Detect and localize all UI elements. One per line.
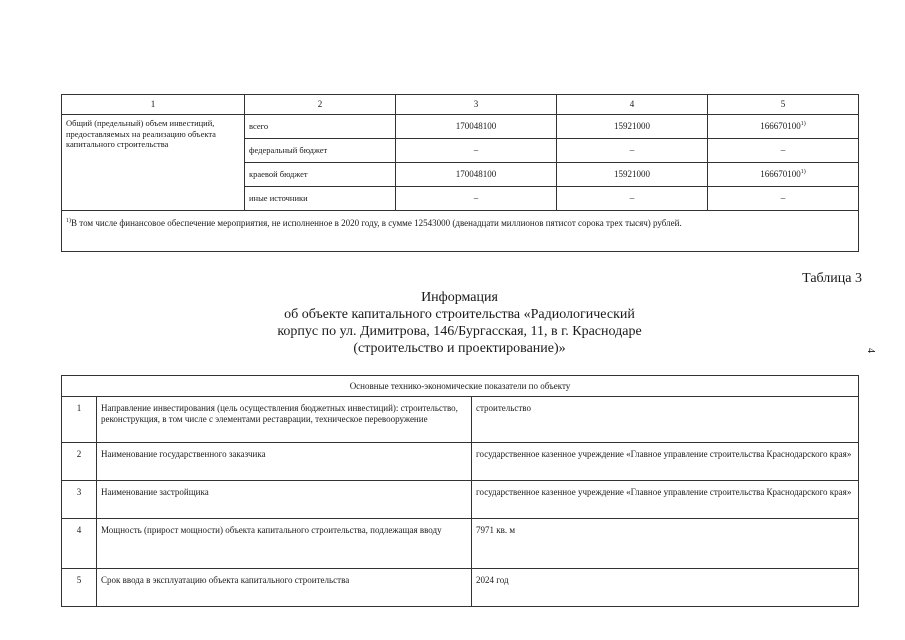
table-header-row	[62, 95, 859, 115]
page-number: 4	[865, 348, 876, 353]
title-line: корпус по ул. Димитрова, 146/Бургасская, 11, в г. Краснодаре	[277, 324, 642, 339]
indicator-value: 2024 год	[472, 569, 859, 607]
column-header-1: 1	[62, 95, 245, 115]
row-number: 4	[62, 519, 97, 569]
column-header-4: 4	[557, 95, 708, 115]
table-row	[62, 397, 859, 443]
footnote-cell	[62, 211, 859, 252]
table-heading: Основные технико-экономические показатели по объекту	[62, 376, 859, 397]
footnote-row	[62, 211, 859, 252]
indicator-name: Мощность (прирост мощности) объекта капитального строительства, подлежащая вводу	[97, 519, 472, 569]
value-cell: 15921000	[557, 163, 708, 187]
value-cell: 170048100	[396, 163, 557, 187]
value-cell	[708, 163, 859, 187]
value-cell: –	[708, 187, 859, 211]
indicator-value: строительство	[472, 397, 859, 443]
table-header-row	[62, 376, 859, 397]
column-header-2: 2	[245, 95, 396, 115]
value-cell: –	[396, 139, 557, 163]
indicator-value: государственное казенное учреждение «Главное управление строительства Краснодарского края»	[472, 481, 859, 519]
indicator-name: Наименование застройщика	[97, 481, 472, 519]
title-line: (строительство и проектирование)»	[353, 341, 566, 356]
footnote-marker: 1)	[800, 169, 806, 175]
value-cell: –	[557, 139, 708, 163]
column-header-5: 5	[708, 95, 859, 115]
indicator-value: 7971 кв. м	[472, 519, 859, 569]
value-cell: –	[396, 187, 557, 211]
source-cell: всего	[245, 115, 396, 139]
value-cell	[708, 115, 859, 139]
value-cell: –	[557, 187, 708, 211]
footnote-marker: 1)	[66, 218, 71, 224]
source-cell: иные источники	[245, 187, 396, 211]
financing-table	[61, 94, 859, 252]
row-number: 1	[62, 397, 97, 443]
table-row	[62, 569, 859, 607]
value-text: 166670100	[760, 121, 801, 131]
indicator-name: Наименование государственного заказчика	[97, 443, 472, 481]
footnote-text: В том числе финансовое обеспечение мероприятия, не исполненное в 2020 году, в сумме 12543000 (двенадцати миллионов пятисот сорока трех тысяч) рублей.	[71, 218, 682, 228]
table-row	[62, 115, 859, 139]
indicator-value: государственное казенное учреждение «Главное управление строительства Краснодарского края»	[472, 443, 859, 481]
source-cell: краевой бюджет	[245, 163, 396, 187]
value-cell: 15921000	[557, 115, 708, 139]
row-number: 3	[62, 481, 97, 519]
value-text: 166670100	[760, 169, 801, 179]
title-line: об объекте капитального строительства «Радиологический	[284, 307, 635, 322]
table-row	[62, 481, 859, 519]
value-cell: –	[708, 139, 859, 163]
table-label: Таблица 3	[802, 271, 862, 286]
footnote-marker: 1)	[800, 121, 806, 127]
source-cell: федеральный бюджет	[245, 139, 396, 163]
investment-category-cell: Общий (предельный) объем инвестиций, предоставляемых на реализацию объекта капитального строительства	[62, 115, 245, 211]
table-row	[62, 443, 859, 481]
table-row	[62, 519, 859, 569]
indicator-name: Направление инвестирования (цель осуществления бюджетных инвестиций): строительство, реконструкция, в том числе с элементами реставрации, техническое перевооружение	[97, 397, 472, 443]
title-line: Информация	[421, 290, 498, 305]
column-header-3: 3	[396, 95, 557, 115]
document-title	[0, 289, 905, 357]
object-info-table	[61, 375, 859, 607]
indicator-name: Срок ввода в эксплуатацию объекта капитального строительства	[97, 569, 472, 607]
row-number: 2	[62, 443, 97, 481]
value-cell: 170048100	[396, 115, 557, 139]
row-number: 5	[62, 569, 97, 607]
